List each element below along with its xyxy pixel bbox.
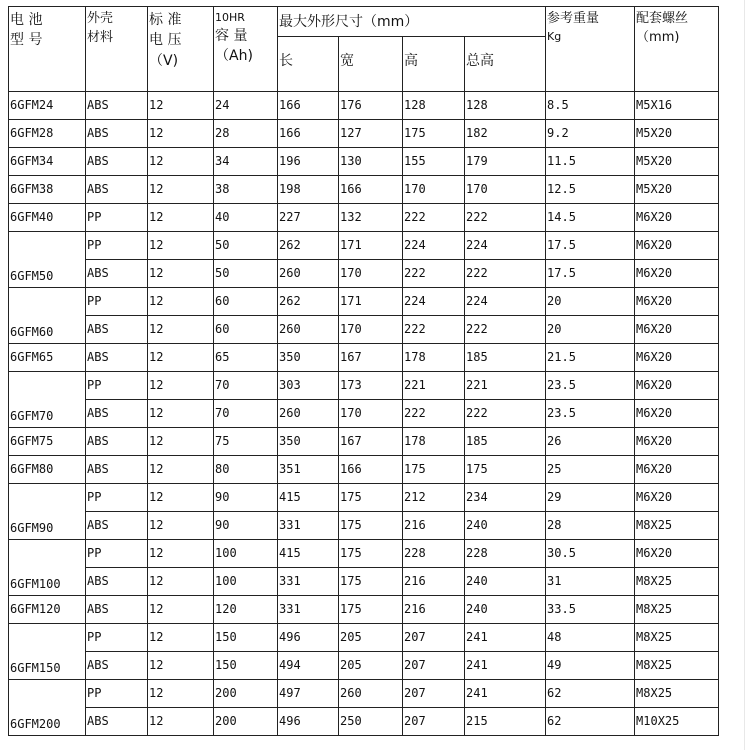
total-height-cell: 170 [465, 176, 546, 204]
screw-cell: M5X20 [635, 148, 719, 176]
total-height-cell: 234 [465, 484, 546, 512]
length-cell: 351 [278, 456, 339, 484]
length-cell: 494 [278, 652, 339, 680]
page-edge-line [744, 0, 745, 750]
total-height-cell: 221 [465, 372, 546, 400]
height-cell: 228 [403, 540, 465, 568]
capacity-cell: 90 [214, 512, 278, 540]
length-cell: 198 [278, 176, 339, 204]
total-height-cell: 241 [465, 652, 546, 680]
shell-material-cell: ABS [86, 148, 148, 176]
shell-material-cell: ABS [86, 652, 148, 680]
shell-material-cell: PP [86, 540, 148, 568]
width-cell: 175 [339, 484, 403, 512]
screw-cell: M6X20 [635, 540, 719, 568]
header-shell-material: 外壳 材料 [86, 7, 148, 92]
capacity-cell: 120 [214, 596, 278, 624]
voltage-cell: 12 [148, 540, 214, 568]
height-cell: 207 [403, 680, 465, 708]
capacity-cell: 28 [214, 120, 278, 148]
weight-cell: 11.5 [546, 148, 635, 176]
weight-cell: 12.5 [546, 176, 635, 204]
voltage-cell: 12 [148, 428, 214, 456]
model-cell: 6GFM70 [9, 372, 86, 428]
width-cell: 250 [339, 708, 403, 736]
capacity-cell: 40 [214, 204, 278, 232]
screw-cell: M8X25 [635, 680, 719, 708]
voltage-cell: 12 [148, 708, 214, 736]
shell-material-cell: ABS [86, 92, 148, 120]
total-height-cell: 241 [465, 680, 546, 708]
width-cell: 167 [339, 344, 403, 372]
height-cell: 224 [403, 232, 465, 260]
height-cell: 207 [403, 652, 465, 680]
table-row [9, 652, 719, 680]
height-cell: 155 [403, 148, 465, 176]
table-row [9, 540, 719, 568]
length-cell: 227 [278, 204, 339, 232]
width-cell: 176 [339, 92, 403, 120]
capacity-cell: 34 [214, 148, 278, 176]
weight-cell: 21.5 [546, 344, 635, 372]
header-width: 宽 [339, 37, 403, 92]
width-cell: 175 [339, 596, 403, 624]
length-cell: 350 [278, 344, 339, 372]
model-cell: 6GFM65 [9, 344, 86, 372]
screw-cell: M6X20 [635, 428, 719, 456]
width-cell: 167 [339, 428, 403, 456]
width-cell: 166 [339, 456, 403, 484]
capacity-cell: 60 [214, 316, 278, 344]
shell-material-cell: ABS [86, 428, 148, 456]
height-cell: 216 [403, 568, 465, 596]
length-cell: 262 [278, 288, 339, 316]
voltage-cell: 12 [148, 652, 214, 680]
header-length: 长 [278, 37, 339, 92]
screw-cell: M5X16 [635, 92, 719, 120]
model-cell: 6GFM34 [9, 148, 86, 176]
voltage-cell: 12 [148, 148, 214, 176]
width-cell: 130 [339, 148, 403, 176]
screw-cell: M6X20 [635, 232, 719, 260]
total-height-cell: 224 [465, 232, 546, 260]
header-voltage: 标 准 电 压 （V) [148, 7, 214, 92]
height-cell: 175 [403, 120, 465, 148]
model-cell: 6GFM40 [9, 204, 86, 232]
screw-cell: M6X20 [635, 288, 719, 316]
total-height-cell: 228 [465, 540, 546, 568]
height-cell: 224 [403, 288, 465, 316]
screw-cell: M5X20 [635, 176, 719, 204]
shell-material-cell: ABS [86, 120, 148, 148]
voltage-cell: 12 [148, 204, 214, 232]
weight-cell: 9.2 [546, 120, 635, 148]
capacity-cell: 150 [214, 652, 278, 680]
battery-spec-table [8, 6, 719, 736]
width-cell: 260 [339, 680, 403, 708]
total-height-cell: 215 [465, 708, 546, 736]
screw-cell: M6X20 [635, 344, 719, 372]
length-cell: 166 [278, 120, 339, 148]
model-cell: 6GFM90 [9, 484, 86, 540]
table-row [9, 568, 719, 596]
weight-cell: 23.5 [546, 400, 635, 428]
screw-cell: M8X25 [635, 512, 719, 540]
weight-cell: 28 [546, 512, 635, 540]
total-height-cell: 175 [465, 456, 546, 484]
voltage-cell: 12 [148, 344, 214, 372]
table-row [9, 456, 719, 484]
table-body [9, 92, 719, 736]
table-row [9, 400, 719, 428]
capacity-cell: 200 [214, 680, 278, 708]
table-row [9, 428, 719, 456]
height-cell: 222 [403, 316, 465, 344]
total-height-cell: 185 [465, 428, 546, 456]
width-cell: 170 [339, 316, 403, 344]
screw-cell: M6X20 [635, 484, 719, 512]
length-cell: 166 [278, 92, 339, 120]
voltage-cell: 12 [148, 316, 214, 344]
voltage-cell: 12 [148, 512, 214, 540]
weight-cell: 48 [546, 624, 635, 652]
length-cell: 260 [278, 316, 339, 344]
total-height-cell: 222 [465, 204, 546, 232]
shell-material-cell: PP [86, 484, 148, 512]
screw-cell: M6X20 [635, 316, 719, 344]
total-height-cell: 222 [465, 400, 546, 428]
header-capacity: 10HR 容 量 （Ah) [214, 7, 278, 92]
shell-material-cell: PP [86, 624, 148, 652]
height-cell: 222 [403, 260, 465, 288]
voltage-cell: 12 [148, 568, 214, 596]
length-cell: 196 [278, 148, 339, 176]
total-height-cell: 240 [465, 512, 546, 540]
height-cell: 216 [403, 596, 465, 624]
total-height-cell: 241 [465, 624, 546, 652]
total-height-cell: 222 [465, 316, 546, 344]
weight-cell: 20 [546, 316, 635, 344]
shell-material-cell: ABS [86, 344, 148, 372]
table-row [9, 316, 719, 344]
screw-cell: M6X20 [635, 372, 719, 400]
table-row [9, 624, 719, 652]
screw-cell: M10X25 [635, 708, 719, 736]
shell-material-cell: ABS [86, 456, 148, 484]
capacity-cell: 38 [214, 176, 278, 204]
weight-cell: 17.5 [546, 232, 635, 260]
voltage-cell: 12 [148, 484, 214, 512]
height-cell: 170 [403, 176, 465, 204]
screw-cell: M6X20 [635, 260, 719, 288]
table-row [9, 92, 719, 120]
table-row [9, 512, 719, 540]
table-row [9, 372, 719, 400]
table-row [9, 148, 719, 176]
height-cell: 207 [403, 708, 465, 736]
total-height-cell: 222 [465, 260, 546, 288]
header-row-1 [9, 7, 719, 37]
weight-cell: 14.5 [546, 204, 635, 232]
shell-material-cell: PP [86, 372, 148, 400]
table-row [9, 120, 719, 148]
screw-cell: M6X20 [635, 400, 719, 428]
height-cell: 222 [403, 400, 465, 428]
voltage-cell: 12 [148, 596, 214, 624]
length-cell: 350 [278, 428, 339, 456]
model-cell: 6GFM120 [9, 596, 86, 624]
capacity-cell: 200 [214, 708, 278, 736]
length-cell: 331 [278, 568, 339, 596]
weight-cell: 23.5 [546, 372, 635, 400]
shell-material-cell: ABS [86, 400, 148, 428]
width-cell: 171 [339, 288, 403, 316]
total-height-cell: 224 [465, 288, 546, 316]
length-cell: 415 [278, 484, 339, 512]
capacity-cell: 50 [214, 260, 278, 288]
voltage-cell: 12 [148, 680, 214, 708]
weight-cell: 62 [546, 680, 635, 708]
weight-cell: 29 [546, 484, 635, 512]
capacity-cell: 90 [214, 484, 278, 512]
height-cell: 178 [403, 344, 465, 372]
height-cell: 128 [403, 92, 465, 120]
model-cell: 6GFM38 [9, 176, 86, 204]
width-cell: 132 [339, 204, 403, 232]
screw-cell: M8X25 [635, 596, 719, 624]
capacity-cell: 100 [214, 568, 278, 596]
voltage-cell: 12 [148, 456, 214, 484]
capacity-cell: 75 [214, 428, 278, 456]
table-row [9, 344, 719, 372]
shell-material-cell: PP [86, 288, 148, 316]
capacity-cell: 60 [214, 288, 278, 316]
width-cell: 205 [339, 624, 403, 652]
length-cell: 415 [278, 540, 339, 568]
table-row [9, 260, 719, 288]
width-cell: 175 [339, 540, 403, 568]
height-cell: 175 [403, 456, 465, 484]
weight-cell: 31 [546, 568, 635, 596]
shell-material-cell: PP [86, 680, 148, 708]
length-cell: 496 [278, 708, 339, 736]
height-cell: 207 [403, 624, 465, 652]
model-cell: 6GFM60 [9, 288, 86, 344]
length-cell: 497 [278, 680, 339, 708]
width-cell: 205 [339, 652, 403, 680]
weight-cell: 20 [546, 288, 635, 316]
shell-material-cell: ABS [86, 260, 148, 288]
screw-cell: M8X25 [635, 624, 719, 652]
weight-cell: 49 [546, 652, 635, 680]
width-cell: 127 [339, 120, 403, 148]
weight-cell: 62 [546, 708, 635, 736]
voltage-cell: 12 [148, 120, 214, 148]
length-cell: 262 [278, 232, 339, 260]
width-cell: 170 [339, 260, 403, 288]
header-weight: 参考重量 Kg [546, 7, 635, 92]
model-cell: 6GFM24 [9, 92, 86, 120]
weight-cell: 17.5 [546, 260, 635, 288]
screw-cell: M6X20 [635, 204, 719, 232]
table-row [9, 204, 719, 232]
length-cell: 303 [278, 372, 339, 400]
table-row [9, 680, 719, 708]
table-row [9, 288, 719, 316]
weight-cell: 30.5 [546, 540, 635, 568]
capacity-cell: 24 [214, 92, 278, 120]
capacity-cell: 70 [214, 400, 278, 428]
model-cell: 6GFM100 [9, 540, 86, 596]
table-row [9, 232, 719, 260]
capacity-cell: 80 [214, 456, 278, 484]
total-height-cell: 128 [465, 92, 546, 120]
total-height-cell: 182 [465, 120, 546, 148]
total-height-cell: 240 [465, 568, 546, 596]
height-cell: 212 [403, 484, 465, 512]
length-cell: 331 [278, 512, 339, 540]
screw-cell: M8X25 [635, 568, 719, 596]
voltage-cell: 12 [148, 176, 214, 204]
shell-material-cell: PP [86, 204, 148, 232]
screw-cell: M6X20 [635, 456, 719, 484]
model-cell: 6GFM80 [9, 456, 86, 484]
header-screw: 配套螺丝 （mm) [635, 7, 719, 92]
header-total-height: 总高 [465, 37, 546, 92]
height-cell: 221 [403, 372, 465, 400]
capacity-cell: 100 [214, 540, 278, 568]
voltage-cell: 12 [148, 624, 214, 652]
total-height-cell: 240 [465, 596, 546, 624]
table-row [9, 596, 719, 624]
weight-cell: 33.5 [546, 596, 635, 624]
header-model: 电 池 型 号 [9, 7, 86, 92]
width-cell: 175 [339, 512, 403, 540]
voltage-cell: 12 [148, 372, 214, 400]
shell-material-cell: ABS [86, 568, 148, 596]
capacity-cell: 50 [214, 232, 278, 260]
model-cell: 6GFM75 [9, 428, 86, 456]
model-cell: 6GFM200 [9, 680, 86, 736]
total-height-cell: 179 [465, 148, 546, 176]
shell-material-cell: ABS [86, 316, 148, 344]
header-height: 高 [403, 37, 465, 92]
voltage-cell: 12 [148, 400, 214, 428]
height-cell: 222 [403, 204, 465, 232]
model-cell: 6GFM150 [9, 624, 86, 680]
weight-cell: 25 [546, 456, 635, 484]
model-cell: 6GFM50 [9, 232, 86, 288]
height-cell: 178 [403, 428, 465, 456]
length-cell: 260 [278, 400, 339, 428]
total-height-cell: 185 [465, 344, 546, 372]
length-cell: 496 [278, 624, 339, 652]
width-cell: 166 [339, 176, 403, 204]
voltage-cell: 12 [148, 288, 214, 316]
voltage-cell: 12 [148, 232, 214, 260]
weight-cell: 26 [546, 428, 635, 456]
table-row [9, 708, 719, 736]
capacity-cell: 150 [214, 624, 278, 652]
width-cell: 171 [339, 232, 403, 260]
shell-material-cell: ABS [86, 176, 148, 204]
width-cell: 170 [339, 400, 403, 428]
shell-material-cell: ABS [86, 708, 148, 736]
table-row [9, 484, 719, 512]
voltage-cell: 12 [148, 260, 214, 288]
screw-cell: M5X20 [635, 120, 719, 148]
voltage-cell: 12 [148, 92, 214, 120]
model-cell: 6GFM28 [9, 120, 86, 148]
shell-material-cell: ABS [86, 596, 148, 624]
header-dimensions: 最大外形尺寸（mm） [278, 7, 546, 37]
shell-material-cell: PP [86, 232, 148, 260]
screw-cell: M8X25 [635, 652, 719, 680]
weight-cell: 8.5 [546, 92, 635, 120]
table-row [9, 176, 719, 204]
width-cell: 175 [339, 568, 403, 596]
length-cell: 331 [278, 596, 339, 624]
length-cell: 260 [278, 260, 339, 288]
capacity-cell: 70 [214, 372, 278, 400]
height-cell: 216 [403, 512, 465, 540]
width-cell: 173 [339, 372, 403, 400]
capacity-cell: 65 [214, 344, 278, 372]
shell-material-cell: ABS [86, 512, 148, 540]
